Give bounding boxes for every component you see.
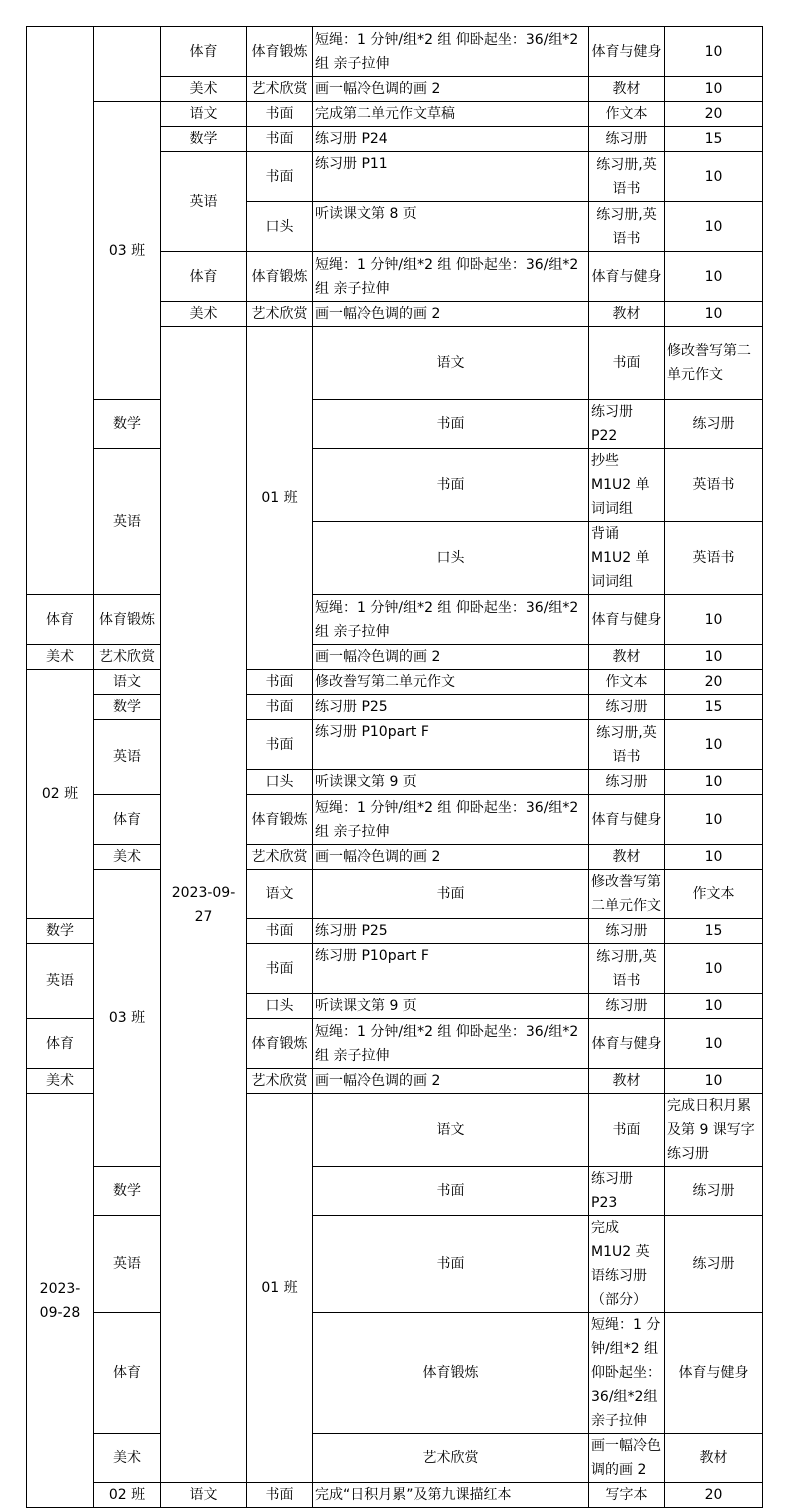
table-cell: 书面 [247,919,313,944]
table-cell: 01 班 [247,1094,313,1483]
table-cell: 艺术欣赏 [247,77,313,102]
table-cell: 书面 [247,152,313,202]
table-cell: 作文本 [589,102,665,127]
homework-table [26,26,763,1508]
table-cell: 英语书 [665,522,763,595]
table-row [27,695,763,720]
table-cell: 口头 [247,994,313,1019]
table-cell: 20 [665,102,763,127]
table-cell: 02 班 [94,1483,161,1508]
table-cell: 练习册 P11 [313,152,589,202]
table-row [27,400,763,449]
table-cell: 练习册 P24 [313,127,589,152]
table-cell: 10 [665,595,763,645]
table-cell: 练习册 [665,1216,763,1313]
table-cell: 完成“日积月累”及第九课描红本 [313,1483,589,1508]
table-cell: 10 [665,645,763,670]
table-cell: 教材 [589,1069,665,1094]
table-cell: 10 [665,1019,763,1069]
table-cell: 10 [665,944,763,994]
table-cell: 美术 [27,645,94,670]
table-cell: 书面 [247,720,313,770]
table-cell: 体育锻炼 [247,27,313,77]
table-body [27,27,763,1508]
table-row [27,595,763,645]
table-cell: 画一幅冷色调的画 2 [313,77,589,102]
table-cell: 10 [665,1069,763,1094]
table-cell: 画一幅冷色调的画 2 [313,845,589,870]
table-cell: 15 [665,695,763,720]
table-cell [27,27,94,595]
table-cell: 02 班 [27,670,94,919]
table-cell: 体育锻炼 [94,595,161,645]
table-cell: 口头 [313,522,589,595]
table-cell: 美术 [161,77,247,102]
table-cell: 体育与健身 [665,1313,763,1434]
table-cell: 艺术欣赏 [247,845,313,870]
table-cell: 书面 [247,1483,313,1508]
table-cell: 练习册 P10part F [313,944,589,994]
table-cell: 练习册 P25 [313,695,589,720]
table-cell: 口头 [247,770,313,795]
table-cell: 20 [665,1483,763,1508]
table-cell: 修改誊写第二单元作文 [665,327,763,400]
table-cell: 语文 [313,1094,589,1167]
table-cell: 体育与健身 [589,27,665,77]
table-cell: 练习册,英语书 [589,202,665,252]
table-cell: 10 [665,994,763,1019]
table-cell: 练习册 [665,1167,763,1216]
table-cell: 体育与健身 [589,795,665,845]
table-row [27,102,763,127]
table-cell: 练习册 [589,919,665,944]
table-cell: 练习册 [589,770,665,795]
table-cell: 练习册 [665,400,763,449]
table-row [27,870,763,919]
table-cell: 书面 [313,1167,589,1216]
table-cell: 书面 [247,695,313,720]
table-cell: 书面 [313,400,589,449]
table-cell: 练习册,英语书 [589,944,665,994]
table-cell: 书面 [589,1094,665,1167]
table-cell: 写字本 [589,1483,665,1508]
table-cell: 书面 [313,870,589,919]
table-cell: 书面 [589,327,665,400]
table-cell [94,27,161,102]
table-cell: 书面 [247,102,313,127]
table-row [27,1313,763,1434]
table-cell: 15 [665,919,763,944]
table-cell: 语文 [313,327,589,400]
table-cell: 听读课文第 8 页 [313,202,589,252]
table-cell: 书面 [247,127,313,152]
table-cell: 教材 [665,1434,763,1483]
table-cell: 书面 [313,1216,589,1313]
table-cell: 美术 [94,1434,161,1483]
table-cell: 练习册,英语书 [589,152,665,202]
table-cell: 体育与健身 [589,595,665,645]
table-cell: 10 [665,77,763,102]
table-row [27,1216,763,1313]
table-cell: 短绳：1 分钟/组*2 组 仰卧起坐：36/组*2组 亲子拉伸 [589,1313,665,1434]
table-cell: 书面 [313,449,589,522]
table-cell: 体育与健身 [589,1019,665,1069]
table-cell: 2023-09-28 [27,1094,94,1508]
table-cell: 数学 [94,1167,161,1216]
table-cell: 口头 [247,202,313,252]
homework-schedule [26,26,763,1508]
table-cell: 听读课文第 9 页 [313,770,589,795]
table-cell: 艺术欣赏 [247,1069,313,1094]
table-cell: 体育锻炼 [247,1019,313,1069]
table-cell: 画一幅冷色调的画 2 [313,302,589,327]
table-cell: 背诵 M1U2 单词词组 [589,522,665,595]
table-cell: 抄些 M1U2 单词词组 [589,449,665,522]
table-cell: 短绳：1 分钟/组*2 组 仰卧起坐：36/组*2组 亲子拉伸 [313,795,589,845]
table-cell: 练习册 P22 [589,400,665,449]
table-cell: 练习册 [589,994,665,1019]
table-cell: 体育 [27,595,94,645]
table-row [27,845,763,870]
table-cell: 01 班 [247,327,313,670]
table-cell: 练习册 P25 [313,919,589,944]
table-cell: 数学 [161,127,247,152]
table-cell: 艺术欣赏 [247,302,313,327]
table-cell: 练习册 [589,127,665,152]
table-cell: 体育 [94,1313,161,1434]
table-cell: 体育与健身 [589,252,665,302]
table-cell: 10 [665,302,763,327]
table-cell: 短绳：1 分钟/组*2 组 仰卧起坐：36/组*2组 亲子拉伸 [313,595,589,645]
table-cell: 体育 [27,1019,94,1069]
table-cell: 语文 [161,1483,247,1508]
table-cell: 画一幅冷色调的画 2 [589,1434,665,1483]
table-cell: 艺术欣赏 [313,1434,589,1483]
table-cell: 作文本 [665,870,763,919]
table-cell: 练习册 P23 [589,1167,665,1216]
table-cell: 数学 [94,695,161,720]
table-cell: 画一幅冷色调的画 2 [313,645,589,670]
table-cell: 语文 [161,102,247,127]
table-row [27,27,763,77]
table-row [27,720,763,770]
table-cell: 英语 [94,1216,161,1313]
table-cell: 15 [665,127,763,152]
table-cell: 英语书 [665,449,763,522]
table-cell: 听读课文第 9 页 [313,994,589,1019]
table-cell: 教材 [589,645,665,670]
table-cell: 英语 [94,720,161,795]
table-row [27,449,763,522]
table-cell: 书面 [247,670,313,695]
table-cell: 2023-09-27 [161,327,247,1483]
table-cell: 教材 [589,302,665,327]
table-row [27,645,763,670]
table-cell: 完成第二单元作文草稿 [313,102,589,127]
table-cell: 短绳：1 分钟/组*2 组 仰卧起坐：36/组*2组 亲子拉伸 [313,252,589,302]
table-cell: 英语 [27,944,94,1019]
table-cell: 完成 M1U2 英语练习册（部分） [589,1216,665,1313]
table-row [27,670,763,695]
table-cell: 教材 [589,77,665,102]
table-cell: 艺术欣赏 [94,645,161,670]
table-cell: 完成日积月累及第 9 课写字练习册 [665,1094,763,1167]
table-cell: 练习册 P10part F [313,720,589,770]
table-cell: 教材 [589,845,665,870]
table-cell: 体育 [161,252,247,302]
table-cell: 03 班 [94,102,161,400]
table-cell: 10 [665,252,763,302]
table-cell: 美术 [94,845,161,870]
table-cell: 语文 [94,670,161,695]
table-cell: 体育锻炼 [313,1313,589,1434]
table-cell: 语文 [247,870,313,919]
table-cell: 画一幅冷色调的画 2 [313,1069,589,1094]
table-cell: 10 [665,27,763,77]
table-cell: 书面 [247,944,313,994]
table-cell: 体育 [94,795,161,845]
table-cell: 练习册 [589,695,665,720]
table-cell: 10 [665,795,763,845]
table-row [27,1483,763,1508]
table-cell: 作文本 [589,670,665,695]
table-cell: 10 [665,720,763,770]
table-cell: 体育锻炼 [247,252,313,302]
table-cell: 短绳：1 分钟/组*2 组 仰卧起坐：36/组*2组 亲子拉伸 [313,1019,589,1069]
table-cell: 10 [665,202,763,252]
table-cell: 10 [665,770,763,795]
table-cell: 美术 [161,302,247,327]
table-row [27,1167,763,1216]
table-cell: 练习册,英语书 [589,720,665,770]
table-cell: 数学 [27,919,94,944]
table-cell: 10 [665,152,763,202]
table-cell: 英语 [94,449,161,595]
table-row [27,1434,763,1483]
table-cell: 英语 [161,152,247,252]
table-cell: 10 [665,845,763,870]
table-cell: 短绳：1 分钟/组*2 组 仰卧起坐：36/组*2组 亲子拉伸 [313,27,589,77]
table-cell: 美术 [27,1069,94,1094]
table-cell: 数学 [94,400,161,449]
table-cell: 20 [665,670,763,695]
table-cell: 修改誊写第二单元作文 [589,870,665,919]
table-cell: 03 班 [94,870,161,1167]
table-cell: 体育锻炼 [247,795,313,845]
table-row [27,795,763,845]
table-cell: 修改誊写第二单元作文 [313,670,589,695]
table-cell: 体育 [161,27,247,77]
